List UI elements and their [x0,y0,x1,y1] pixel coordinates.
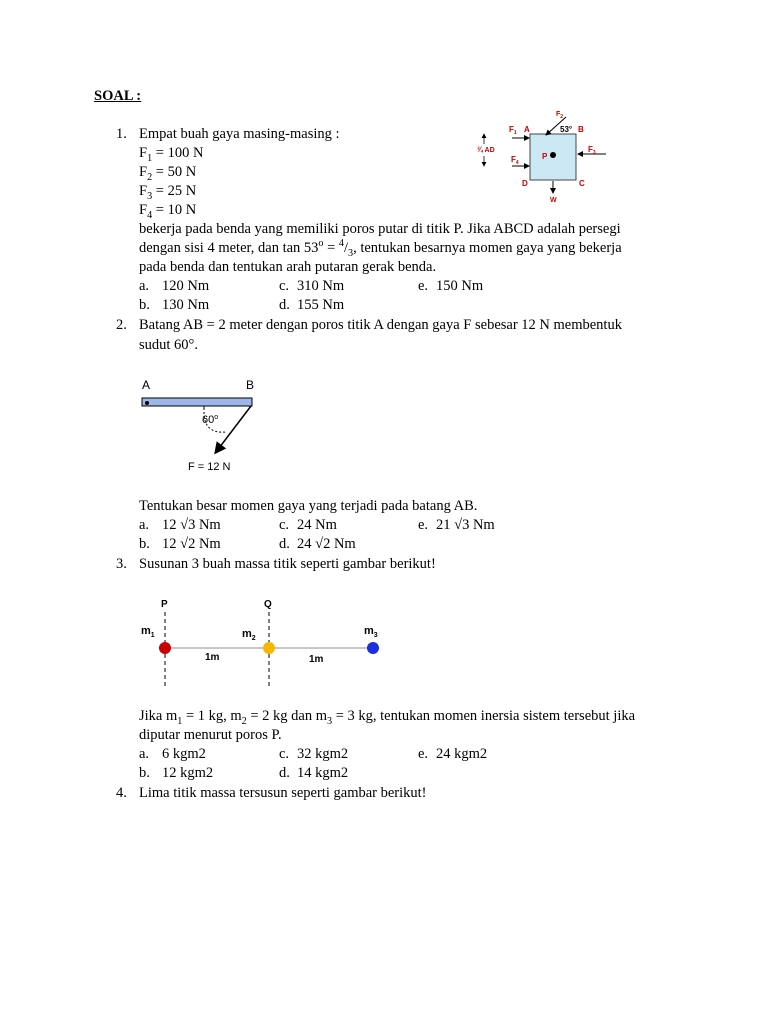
force-value: = 50 N [152,164,197,180]
force-symbol: F [139,164,148,180]
label-p: P [542,152,548,161]
q1-option-a: 120 Nm [162,278,210,294]
q3-option-e: 24 kgm2 [436,746,488,762]
q1-body-line-2: dengan sisi 4 meter, dan $\tan 53^o = ^4/_3$, tentukan besarnya momen gaya yang bekerja [139,238,622,259]
q3-option-b-letter: b. [139,765,150,781]
mass-m2 [263,642,275,654]
q2-question: Tentukan besar momen gaya yang terjadi pada batang AB. [139,498,478,514]
text-run: dengan sisi 4 meter, dan tan 53 [139,240,319,256]
force-subscript: 3 [147,190,153,202]
q3-masses-diagram [135,592,395,688]
force-value: = 100 N [152,145,204,161]
force-symbol: F [139,183,148,199]
label-m1: $m_1$ [141,625,155,639]
q3-option-e-letter: e. [418,746,429,762]
label-m3: $m_3$ [364,625,378,639]
label-bar-b: B [246,378,255,392]
q1-square-diagram [470,104,630,208]
force-subscript: 4 [147,209,153,221]
q1-option-c: 310 Nm [297,278,345,294]
label-w: W [550,197,557,204]
text-run: = 1 kg, m [182,708,242,724]
label-axis-p: P [161,599,168,610]
q3-option-a: 6 kgm2 [162,746,206,762]
q1-force-1 [139,144,203,163]
degree-sup: o [318,238,324,250]
label-force-f: F = 12 N [188,461,231,473]
force-value: = 10 N [152,202,197,218]
page-heading: SOAL : [94,88,142,104]
q2-option-c-letter: c. [279,517,290,533]
q3-question-line-2: diputar menurut poros P. [139,727,282,743]
q1-number: 1. [116,126,127,142]
label-ad: ¾ AD [477,147,495,154]
text-run: , tentukan besarnya momen gaya yang bekerja [353,240,622,256]
pivot-p-dot [550,152,556,158]
q1-option-d: 155 Nm [297,297,345,313]
label-c: C [579,179,585,188]
q1-option-e-letter: e. [418,278,429,294]
fraction-numerator: 4 [338,238,344,250]
subscript: 2 [241,715,247,727]
q2-option-c: 24 Nm [297,517,337,533]
subscript: 1 [177,715,183,727]
label-b: B [578,125,584,134]
label-f1: $F_1$ [509,125,517,136]
label-angle-60: 60$^o$ [202,414,219,426]
text-run: = 3 kg, tentukan momen inersia sistem tersebut jika [332,708,636,724]
label-m2: $m_2$ [242,628,256,642]
q1-option-b-letter: b. [139,297,150,313]
q2-line-1: Batang AB = 2 meter dengan poros titik A dengan gaya F sebesar 12 N membentuk [139,317,622,333]
q3-number: 3. [116,556,127,572]
force-symbol: F [139,145,148,161]
q2-option-e-letter: e. [418,517,429,533]
q2-option-e: 21 √3 Nm [436,517,495,533]
label-f3: $F_3$ [588,145,596,156]
force-subscript: 2 [147,171,153,183]
label-axis-q: Q [264,599,272,610]
force-value: = 25 N [152,183,197,199]
text-run: Jika m [139,708,178,724]
q3-option-d-letter: d. [279,765,290,781]
label-bar-a: A [142,378,151,392]
q1-body-line-1: bekerja pada benda yang memiliki poros putar di titik P. Jika ABCD adalah persegi [139,221,621,237]
fraction-denominator: 3 [348,247,354,259]
q2-option-d-letter: d. [279,536,290,552]
q1-force-2 [139,163,196,182]
q2-option-a-letter: a. [139,517,150,533]
q3-option-a-letter: a. [139,746,150,762]
q2-option-d: 24 √2 Nm [297,536,356,552]
mass-m3 [367,642,379,654]
q4-line-1: Lima titik massa tersusun seperti gambar berikut! [139,785,427,801]
label-d: D [522,179,528,188]
q3-option-d: 14 kgm2 [297,765,349,781]
q1-option-e: 150 Nm [436,278,484,294]
q3-line-1: Susunan 3 buah massa titik seperti gambar berikut! [139,556,436,572]
q2-option-b: 12 √2 Nm [162,536,221,552]
q1-option-b: 130 Nm [162,297,210,313]
q2-option-b-letter: b. [139,536,150,552]
bar-ab [142,398,252,406]
force-symbol: F [139,202,148,218]
force-f-arrow [216,406,251,452]
q2-line-2: sudut 60°. [139,337,198,353]
q2-bar-diagram [132,372,272,478]
q1-intro: Empat buah gaya masing-masing : [139,126,340,142]
q1-body-line-3: pada benda dan tentukan arah putaran gerak benda. [139,259,437,275]
label-f2: $F_2$ [556,111,564,120]
label-f4: $F_4$ [511,155,519,166]
q1-option-a-letter: a. [139,278,150,294]
force-subscript: 1 [147,152,153,164]
q1-force-3 [139,182,196,201]
pivot-a-dot [145,401,149,405]
q2-number: 2. [116,317,127,333]
subscript: 3 [327,715,333,727]
q1-option-c-letter: c. [279,278,290,294]
q2-option-a: 12 √3 Nm [162,517,221,533]
q1-force-4 [139,201,196,220]
q3-question-line-1 [139,707,635,726]
label-distance-1: 1m [205,652,220,663]
label-a: A [524,125,530,134]
q1-option-d-letter: d. [279,297,290,313]
q3-option-b: 12 kgm2 [162,765,214,781]
q3-option-c: 32 kgm2 [297,746,349,762]
text-run: = 2 kg dan m [246,708,328,724]
q4-number: 4. [116,785,127,801]
q3-option-c-letter: c. [279,746,290,762]
mass-m1 [159,642,171,654]
label-angle-53: 53° [560,125,573,134]
text-run: = [323,240,339,256]
label-distance-2: 1m [309,654,324,665]
